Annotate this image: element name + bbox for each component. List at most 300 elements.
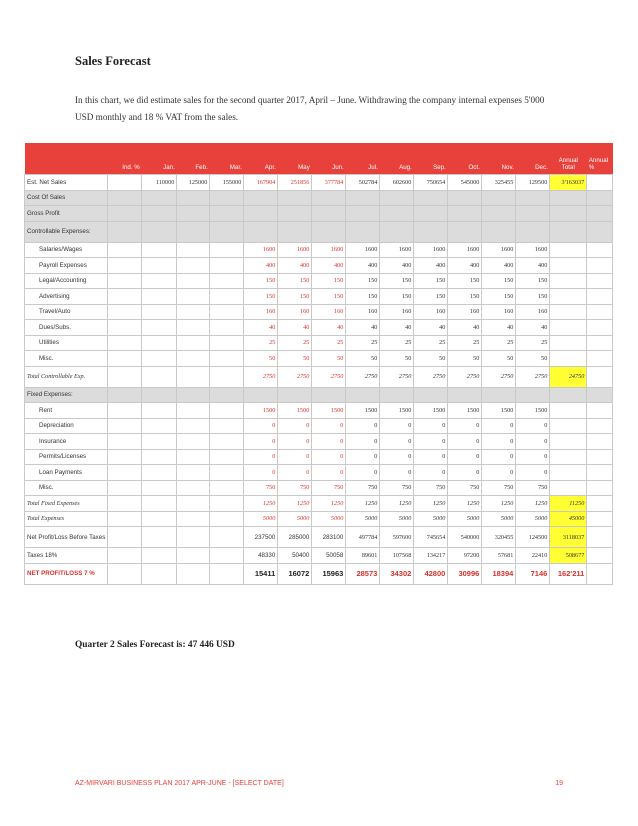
table-row: [25, 304, 613, 320]
table-cell: 1250: [278, 496, 312, 512]
table-cell: [380, 190, 414, 206]
column-header: Jul.: [346, 143, 380, 175]
table-cell: [312, 206, 346, 222]
table-cell: 50: [482, 351, 516, 367]
table-cell: 602600: [380, 175, 414, 191]
table-row: [25, 387, 613, 403]
table-row: [25, 527, 613, 548]
header-blank: [25, 143, 108, 175]
table-cell: 1500: [380, 403, 414, 419]
page-title: Sales Forecast: [75, 54, 151, 68]
table-cell: 0: [346, 418, 380, 434]
table-cell: 5000: [346, 511, 380, 527]
table-cell: 150: [380, 273, 414, 289]
table-cell: 750654: [414, 175, 448, 191]
table-cell: [278, 221, 312, 242]
table-cell: 50: [516, 351, 550, 367]
table-cell: 237500: [244, 527, 278, 548]
table-cell: [210, 289, 244, 305]
table-cell: 1500: [448, 403, 482, 419]
table-cell: [587, 548, 613, 564]
row-label: NET PROFIT/LOSS 7 %: [25, 563, 108, 584]
table-cell: [142, 548, 177, 564]
table-row: [25, 221, 613, 242]
table-cell: 0: [448, 449, 482, 465]
table-cell: [108, 190, 142, 206]
table-cell: [587, 366, 613, 387]
table-cell: [210, 206, 244, 222]
table-cell: [587, 175, 613, 191]
table-row: [25, 335, 613, 351]
sales-forecast-table: [24, 143, 613, 585]
table-cell: [142, 418, 177, 434]
table-cell: 150: [278, 273, 312, 289]
table-cell: [550, 418, 587, 434]
table-cell: 30996: [448, 563, 482, 584]
table-cell: 3118037: [550, 527, 587, 548]
table-cell: 150: [516, 289, 550, 305]
row-label: Net Profit/Loss Before Taxes: [25, 527, 108, 548]
table-cell: [550, 190, 587, 206]
table-cell: 1500: [516, 403, 550, 419]
table-cell: 1500: [278, 403, 312, 419]
table-cell: 160: [312, 304, 346, 320]
table-cell: [142, 403, 177, 419]
table-cell: 25: [312, 335, 346, 351]
table-cell: 155000: [210, 175, 244, 191]
table-cell: 40: [448, 320, 482, 336]
table-row: [25, 548, 613, 564]
table-cell: [108, 548, 142, 564]
column-header: Ind. %: [108, 143, 142, 175]
table-cell: [177, 335, 210, 351]
table-cell: 50: [448, 351, 482, 367]
table-cell: [550, 289, 587, 305]
table-cell: 400: [380, 258, 414, 274]
table-cell: [516, 206, 550, 222]
table-cell: 283100: [312, 527, 346, 548]
table-cell: 750: [380, 480, 414, 496]
table-cell: [380, 206, 414, 222]
table-cell: 48330: [244, 548, 278, 564]
page-number: 19: [555, 780, 563, 787]
table-cell: 162'211: [550, 563, 587, 584]
table-cell: 11250: [550, 496, 587, 512]
table-cell: 57681: [482, 548, 516, 564]
table-cell: 320455: [482, 527, 516, 548]
table-cell: 1250: [312, 496, 346, 512]
table-cell: 545000: [448, 175, 482, 191]
row-label: Misc.: [25, 351, 108, 367]
table-cell: 150: [482, 273, 516, 289]
table-cell: [142, 366, 177, 387]
table-cell: [142, 320, 177, 336]
table-cell: [482, 387, 516, 403]
table-cell: 0: [482, 449, 516, 465]
table-cell: 1500: [244, 403, 278, 419]
table-cell: 28573: [346, 563, 380, 584]
table-cell: [210, 366, 244, 387]
table-cell: 150: [414, 273, 448, 289]
table-cell: [587, 563, 613, 584]
column-header: Mar.: [210, 143, 244, 175]
column-header: Annual Total: [550, 143, 587, 175]
table-cell: [414, 206, 448, 222]
table-cell: 160: [380, 304, 414, 320]
table-cell: 40: [346, 320, 380, 336]
table-cell: 160: [278, 304, 312, 320]
table-header-row: [25, 143, 613, 175]
row-label: Gross Profit: [25, 206, 108, 222]
table-cell: 400: [414, 258, 448, 274]
table-cell: 750: [414, 480, 448, 496]
table-cell: 2750: [346, 366, 380, 387]
table-cell: 25: [346, 335, 380, 351]
table-cell: [587, 480, 613, 496]
table-cell: 0: [278, 449, 312, 465]
table-cell: [210, 320, 244, 336]
row-label: Taxes 18%: [25, 548, 108, 564]
table-cell: 97200: [448, 548, 482, 564]
table-cell: [210, 403, 244, 419]
table-cell: [448, 190, 482, 206]
table-cell: [550, 480, 587, 496]
row-label: Total Expenses: [25, 511, 108, 527]
table-cell: [448, 221, 482, 242]
table-cell: 5000: [244, 511, 278, 527]
table-cell: [312, 387, 346, 403]
table-cell: 1250: [380, 496, 414, 512]
table-cell: [108, 403, 142, 419]
table-row: [25, 465, 613, 481]
table-row: [25, 258, 613, 274]
table-cell: 1500: [482, 403, 516, 419]
table-cell: [244, 190, 278, 206]
table-row: [25, 449, 613, 465]
table-row: [25, 175, 613, 191]
table-cell: 0: [482, 418, 516, 434]
table-cell: [587, 387, 613, 403]
table-cell: [587, 496, 613, 512]
table-cell: 1600: [448, 242, 482, 258]
table-cell: 325455: [482, 175, 516, 191]
table-cell: [380, 387, 414, 403]
table-cell: [177, 434, 210, 450]
table-cell: 400: [482, 258, 516, 274]
table-cell: 150: [244, 289, 278, 305]
table-cell: 1500: [346, 403, 380, 419]
table-cell: 0: [516, 449, 550, 465]
table-cell: [108, 527, 142, 548]
table-cell: 24750: [550, 366, 587, 387]
table-cell: [587, 351, 613, 367]
table-cell: [142, 563, 177, 584]
table-cell: 25: [278, 335, 312, 351]
column-header: Annual %: [587, 143, 613, 175]
table-cell: [210, 480, 244, 496]
table-cell: [550, 206, 587, 222]
table-cell: 89601: [346, 548, 380, 564]
table-cell: [587, 273, 613, 289]
column-header: Oct.: [448, 143, 482, 175]
table-cell: 400: [346, 258, 380, 274]
table-cell: [108, 387, 142, 403]
table-cell: [516, 221, 550, 242]
table-row: [25, 206, 613, 222]
table-cell: 45000: [550, 511, 587, 527]
table-row: [25, 511, 613, 527]
table-cell: 0: [346, 449, 380, 465]
table-cell: 2750: [278, 366, 312, 387]
table-cell: [550, 273, 587, 289]
table-cell: 25: [380, 335, 414, 351]
table-cell: [142, 480, 177, 496]
table-cell: 0: [414, 465, 448, 481]
table-cell: 0: [380, 434, 414, 450]
table-cell: [108, 434, 142, 450]
table-cell: [142, 242, 177, 258]
table-cell: [108, 320, 142, 336]
table-cell: 750: [516, 480, 550, 496]
row-label: Controllable Expenses:: [25, 221, 108, 242]
table-cell: 15411: [244, 563, 278, 584]
table-cell: [482, 221, 516, 242]
table-cell: 160: [346, 304, 380, 320]
table-cell: 50: [380, 351, 414, 367]
table-cell: 1250: [244, 496, 278, 512]
table-cell: 3'163037: [550, 175, 587, 191]
table-cell: [550, 434, 587, 450]
table-cell: 25: [516, 335, 550, 351]
table-cell: 15963: [312, 563, 346, 584]
table-cell: [108, 465, 142, 481]
row-label: Salaries/Wages: [25, 242, 108, 258]
table-cell: [587, 320, 613, 336]
table-cell: [177, 418, 210, 434]
table-cell: [142, 496, 177, 512]
table-cell: [177, 563, 210, 584]
table-cell: [177, 496, 210, 512]
table-cell: [142, 273, 177, 289]
table-cell: 150: [448, 289, 482, 305]
table-cell: [108, 563, 142, 584]
table-cell: 1600: [312, 242, 346, 258]
table-cell: [346, 190, 380, 206]
table-cell: [210, 434, 244, 450]
table-cell: [312, 221, 346, 242]
row-label: Dues/Subs.: [25, 320, 108, 336]
table-row: [25, 418, 613, 434]
table-cell: [177, 289, 210, 305]
table-cell: 40: [414, 320, 448, 336]
table-cell: [482, 190, 516, 206]
table-row: [25, 242, 613, 258]
table-cell: [177, 351, 210, 367]
table-cell: [177, 480, 210, 496]
table-cell: 0: [414, 434, 448, 450]
table-cell: 0: [346, 434, 380, 450]
table-cell: 5000: [312, 511, 346, 527]
table-cell: 400: [448, 258, 482, 274]
row-label: Fixed Expenses:: [25, 387, 108, 403]
table-cell: [587, 242, 613, 258]
table-cell: 34302: [380, 563, 414, 584]
column-header: Feb.: [177, 143, 210, 175]
table-cell: 0: [380, 465, 414, 481]
column-header: Sep.: [414, 143, 448, 175]
table-cell: [108, 335, 142, 351]
table-cell: [278, 387, 312, 403]
table-cell: 22410: [516, 548, 550, 564]
table-cell: 124500: [516, 527, 550, 548]
table-cell: [108, 449, 142, 465]
table-cell: [210, 527, 244, 548]
table-cell: 1600: [244, 242, 278, 258]
table-cell: 377784: [312, 175, 346, 191]
table-cell: [210, 273, 244, 289]
table-cell: 40: [312, 320, 346, 336]
quarter-summary: Quarter 2 Sales Forecast is: 47 446 USD: [75, 640, 235, 650]
table-cell: [210, 304, 244, 320]
table-cell: [587, 304, 613, 320]
table-cell: 1500: [414, 403, 448, 419]
table-cell: [210, 242, 244, 258]
table-cell: 400: [278, 258, 312, 274]
table-cell: [516, 190, 550, 206]
table-cell: 160: [414, 304, 448, 320]
table-cell: 150: [312, 273, 346, 289]
table-cell: [142, 449, 177, 465]
table-cell: [210, 387, 244, 403]
column-header: Dec.: [516, 143, 550, 175]
table-cell: [177, 527, 210, 548]
table-cell: 285000: [278, 527, 312, 548]
table-cell: 150: [346, 273, 380, 289]
row-label: Permits/Licenses: [25, 449, 108, 465]
table-cell: [177, 449, 210, 465]
table-cell: 40: [482, 320, 516, 336]
table-cell: 5000: [516, 511, 550, 527]
table-cell: [177, 258, 210, 274]
table-cell: 0: [482, 434, 516, 450]
table-cell: 50058: [312, 548, 346, 564]
row-label: Payroll Expenses: [25, 258, 108, 274]
table-cell: [108, 418, 142, 434]
table-cell: 1600: [346, 242, 380, 258]
table-cell: 110000: [142, 175, 177, 191]
table-cell: [587, 335, 613, 351]
table-cell: [177, 206, 210, 222]
table-row: [25, 289, 613, 305]
table-cell: [346, 221, 380, 242]
row-label: Loan Payments: [25, 465, 108, 481]
table-cell: 400: [244, 258, 278, 274]
table-cell: 25: [482, 335, 516, 351]
table-cell: 50400: [278, 548, 312, 564]
table-cell: [142, 527, 177, 548]
table-cell: 1250: [414, 496, 448, 512]
table-cell: [550, 258, 587, 274]
table-cell: 0: [482, 465, 516, 481]
table-cell: [177, 387, 210, 403]
table-cell: [550, 449, 587, 465]
table-cell: 750: [346, 480, 380, 496]
table-cell: [587, 206, 613, 222]
table-cell: 1250: [448, 496, 482, 512]
table-cell: [108, 304, 142, 320]
row-label: Advertising: [25, 289, 108, 305]
column-header: Apr.: [244, 143, 278, 175]
table-cell: 597600: [380, 527, 414, 548]
table-cell: 0: [448, 465, 482, 481]
table-cell: 160: [448, 304, 482, 320]
table-row: [25, 480, 613, 496]
table-cell: 750: [482, 480, 516, 496]
table-cell: 0: [278, 434, 312, 450]
table-cell: [210, 465, 244, 481]
table-cell: 25: [448, 335, 482, 351]
table-cell: [210, 511, 244, 527]
table-cell: 0: [244, 418, 278, 434]
table-cell: [108, 258, 142, 274]
table-cell: [482, 206, 516, 222]
table-cell: 50: [278, 351, 312, 367]
table-cell: [108, 221, 142, 242]
table-cell: [550, 304, 587, 320]
table-cell: 1250: [516, 496, 550, 512]
table-cell: [210, 221, 244, 242]
row-label: Travel/Auto: [25, 304, 108, 320]
table-cell: 400: [516, 258, 550, 274]
table-cell: [142, 335, 177, 351]
table-cell: [587, 289, 613, 305]
table-cell: [108, 206, 142, 222]
row-label: Total Fixed Expenses: [25, 496, 108, 512]
table-cell: [312, 190, 346, 206]
table-cell: [550, 335, 587, 351]
table-cell: [142, 206, 177, 222]
table-cell: 750: [312, 480, 346, 496]
table-cell: [550, 242, 587, 258]
table-cell: [108, 366, 142, 387]
table-cell: 160: [516, 304, 550, 320]
table-cell: 7146: [516, 563, 550, 584]
table-cell: 25: [244, 335, 278, 351]
table-cell: [210, 418, 244, 434]
table-cell: [108, 242, 142, 258]
table-row: [25, 496, 613, 512]
table-cell: 0: [448, 434, 482, 450]
row-label: Rent: [25, 403, 108, 419]
table-row: [25, 366, 613, 387]
table-cell: 750: [278, 480, 312, 496]
table-cell: [414, 190, 448, 206]
table-cell: 150: [516, 273, 550, 289]
table-cell: 1600: [414, 242, 448, 258]
table-cell: 150: [448, 273, 482, 289]
table-cell: [108, 175, 142, 191]
table-cell: 750: [448, 480, 482, 496]
table-cell: 5000: [414, 511, 448, 527]
table-row: [25, 563, 613, 584]
table-cell: 0: [244, 434, 278, 450]
table-cell: 50: [346, 351, 380, 367]
table-cell: [142, 465, 177, 481]
table-cell: 1500: [312, 403, 346, 419]
table-cell: [142, 434, 177, 450]
table-cell: 50: [244, 351, 278, 367]
table-cell: 1600: [516, 242, 550, 258]
